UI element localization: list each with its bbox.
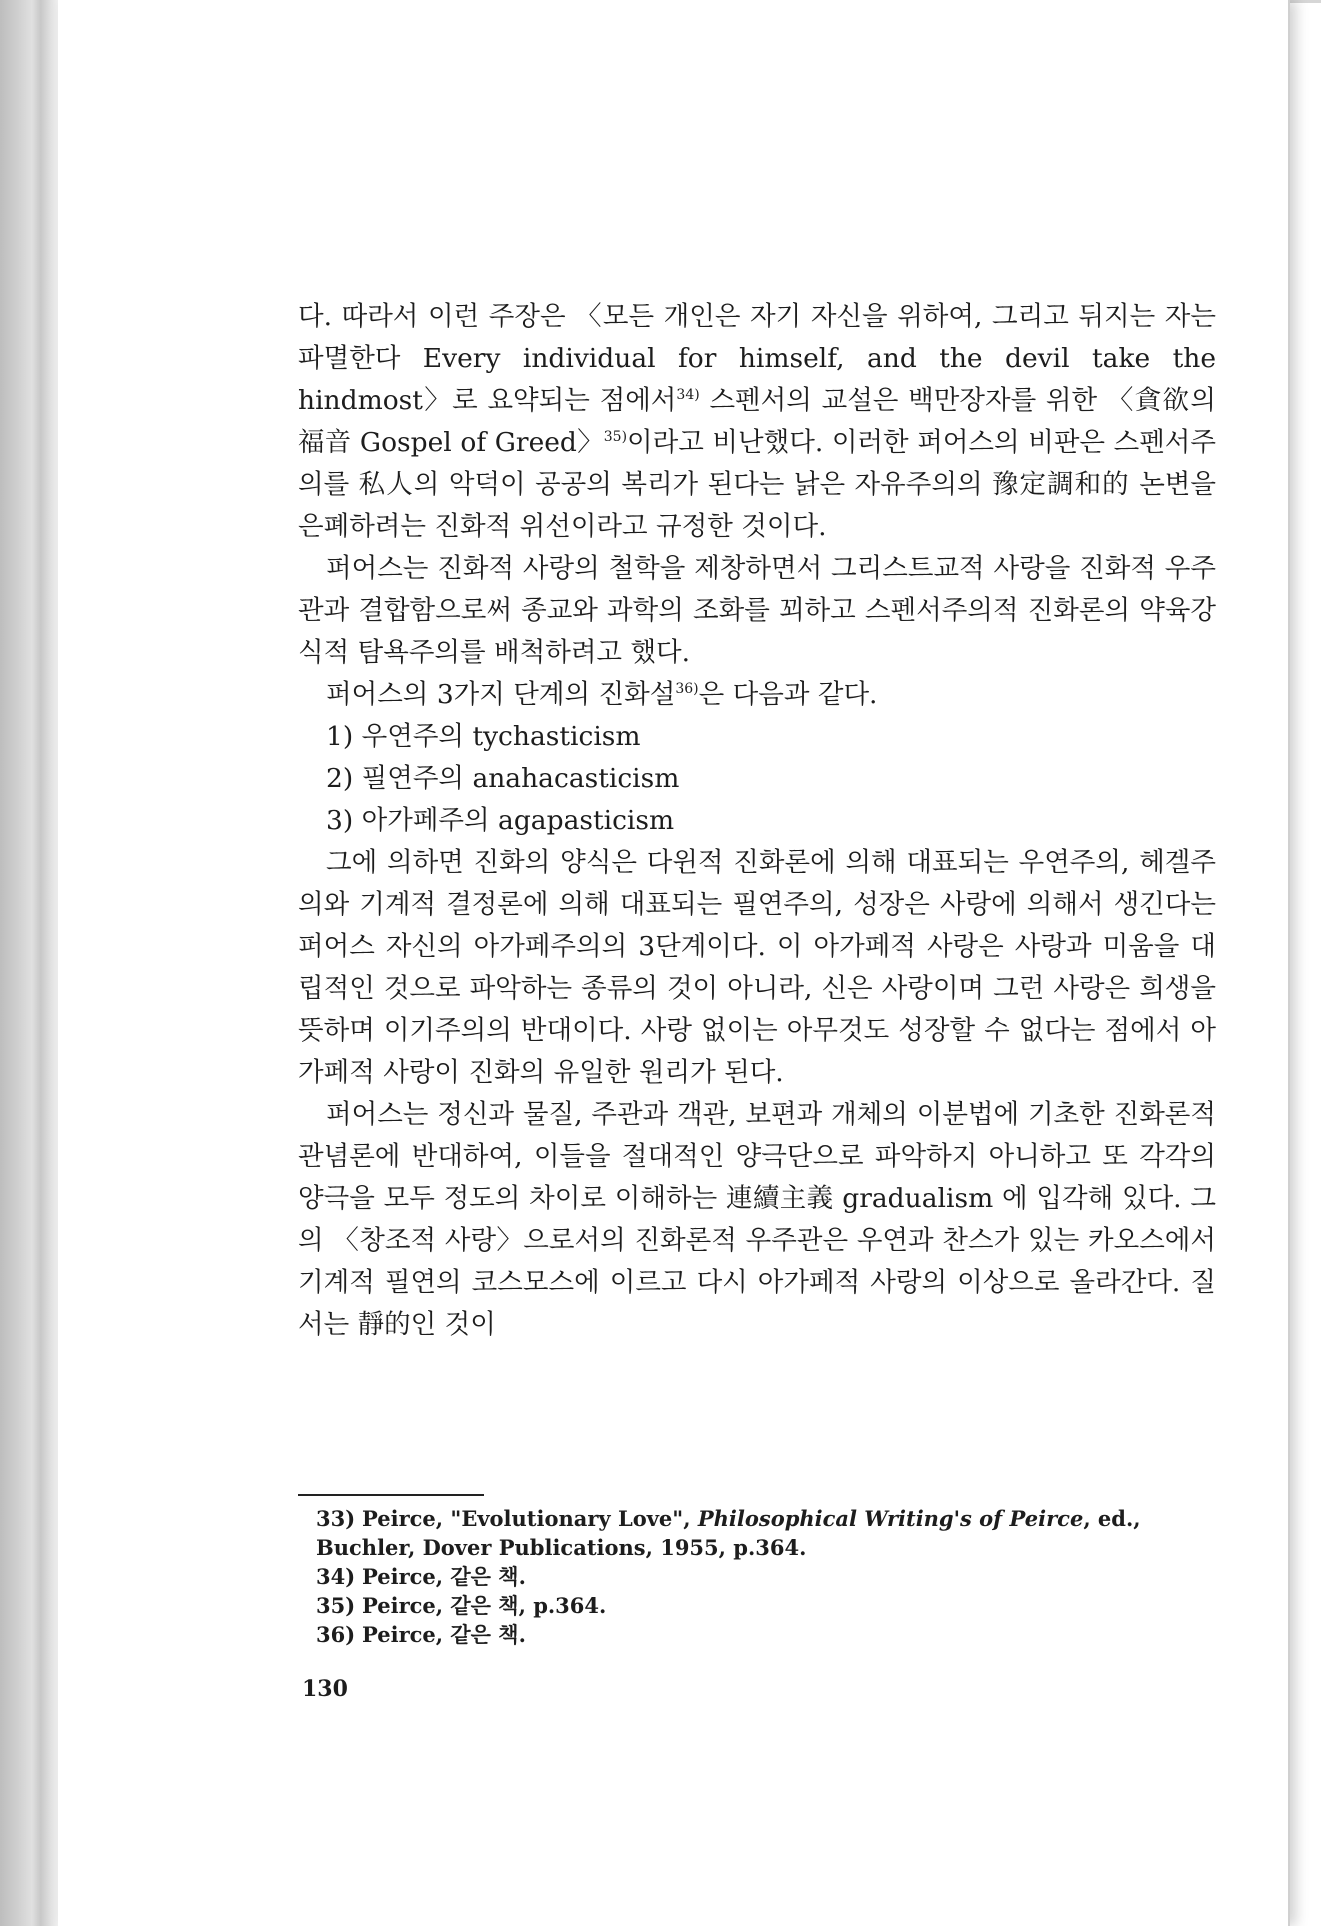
text-run: 퍼어스는 진화적 사랑의 철학을 제창하면서 그리스트교적 사랑을 진화적 우주관과 결합함으로써 종교와 과학의 조화를 꾀하고 스펜서주의적 진화론의 약육강식적 탐욕주의를 배척하려고 했다. [298, 553, 1216, 668]
footnote-ref: 36) [675, 681, 699, 698]
footnote-rule [298, 1494, 484, 1496]
text-run: 퍼어스의 3가지 단계의 진화설 [326, 679, 676, 710]
footnote-text [316, 1506, 1141, 1560]
text-run: Peirce, 같은 책, p.364. [362, 1593, 607, 1618]
text-run: 다. 따라서 이런 주장은 〈모든 개인은 자기 자신을 위하여, 그리고 뒤지는 자는 파멸한다 Every individual for himself, and the devil take the hindmost〉로 요약되는 점에서 [298, 301, 1216, 416]
footnote-ref: 34) [676, 387, 700, 404]
body-text [298, 296, 1216, 1346]
paragraph-group-before-list [298, 296, 1216, 716]
text-run: 퍼어스는 정신과 물질, 주관과 객관, 보편과 개체의 이분법에 기초한 진화론적 관념론에 반대하여, 이들을 절대적인 양극단으로 파악하지 아니하고 또 각각의 양극을 모두 정도의 차이로 이해하는 連續主義 gradualism 에 입각해 있다. 그의 〈창조적 사랑〉으로서의 진화론적 우주관은 우연과 찬스가 있는 카오스에서 기계적 필연의 코스모스에 이르고 다시 아가페적 사랑의 이상으로 올라간다. 질서는 靜的인 것이 [298, 1099, 1216, 1340]
page-number: 130 [302, 1676, 348, 1702]
footnote-number: 36) [316, 1622, 356, 1647]
list-item: 3) 아가페주의 agapasticism [326, 805, 675, 836]
book-spine-edge [0, 0, 59, 1926]
footnote [298, 1620, 1216, 1649]
paragraph-p3 [298, 674, 1216, 716]
footnote-text [362, 1564, 526, 1589]
text-run: Peirce, "Evolutionary Love", [362, 1506, 698, 1531]
footnotes [298, 1494, 1216, 1649]
footnote [298, 1504, 1216, 1562]
text-run: 이라고 비난했다. 이러한 퍼어스의 비판은 스펜서주의를 私人의 악덕이 공공의 복리가 된다는 낡은 자유주의의 豫定調和的 논변을 은폐하려는 진화적 위선이라고 규정한 것이다. [298, 427, 1217, 542]
paragraph-p4 [298, 842, 1216, 1094]
footnote-number: 34) [316, 1564, 356, 1589]
footnote-text [362, 1593, 606, 1618]
paragraph-group-after-list [298, 842, 1216, 1346]
paragraph-p2 [298, 548, 1216, 674]
list-item: 2) 필연주의 anahacasticism [326, 763, 680, 794]
footnote-list [298, 1504, 1216, 1649]
text-run: Philosophical Writing's of Peirce [697, 1506, 1084, 1531]
text-run: 은 다음과 같다. [698, 679, 878, 710]
evolution-stage-list [298, 716, 1216, 842]
footnote-ref: 35) [603, 429, 628, 446]
text-run: 스펜서의 교설은 백만장자를 위한 〈貪欲의 福音 Gospel of Greed〉 [298, 385, 1216, 458]
text-run: , ed., Buchler, Dover Publications, 1955, p.364. [316, 1506, 1141, 1560]
footnote-number: 35) [316, 1593, 356, 1618]
footnote-text [362, 1622, 526, 1647]
footnote-number: 33) [316, 1506, 356, 1531]
text-run: 그에 의하면 진화의 양식은 다윈적 진화론에 의해 대표되는 우연주의, 헤겔주의와 기계적 결정론에 의해 대표되는 필연주의, 성장은 사랑에 의해서 생긴다는 퍼어스 자신의 아가페주의의 3단계이다. 이 아가페적 사랑은 사랑과 미움을 대립적인 것으로 파악하는 종류의 것이 아니라, 신은 사랑이며 그런 사랑은 희생을 뜻하며 이기주의의 반대이다. 사랑 없이는 아무것도 성장할 수 없다는 점에서 아가페적 사랑이 진화의 유일한 원리가 된다. [298, 847, 1216, 1088]
book-page [58, 0, 1290, 1926]
text-run: Peirce, 같은 책. [362, 1622, 526, 1647]
footnote [298, 1591, 1216, 1620]
text-run: Peirce, 같은 책. [362, 1564, 526, 1589]
list-item: 1) 우연주의 tychasticism [326, 721, 641, 752]
paragraph-p1 [298, 296, 1216, 548]
paragraph-p5 [298, 1094, 1216, 1346]
footnote [298, 1562, 1216, 1591]
